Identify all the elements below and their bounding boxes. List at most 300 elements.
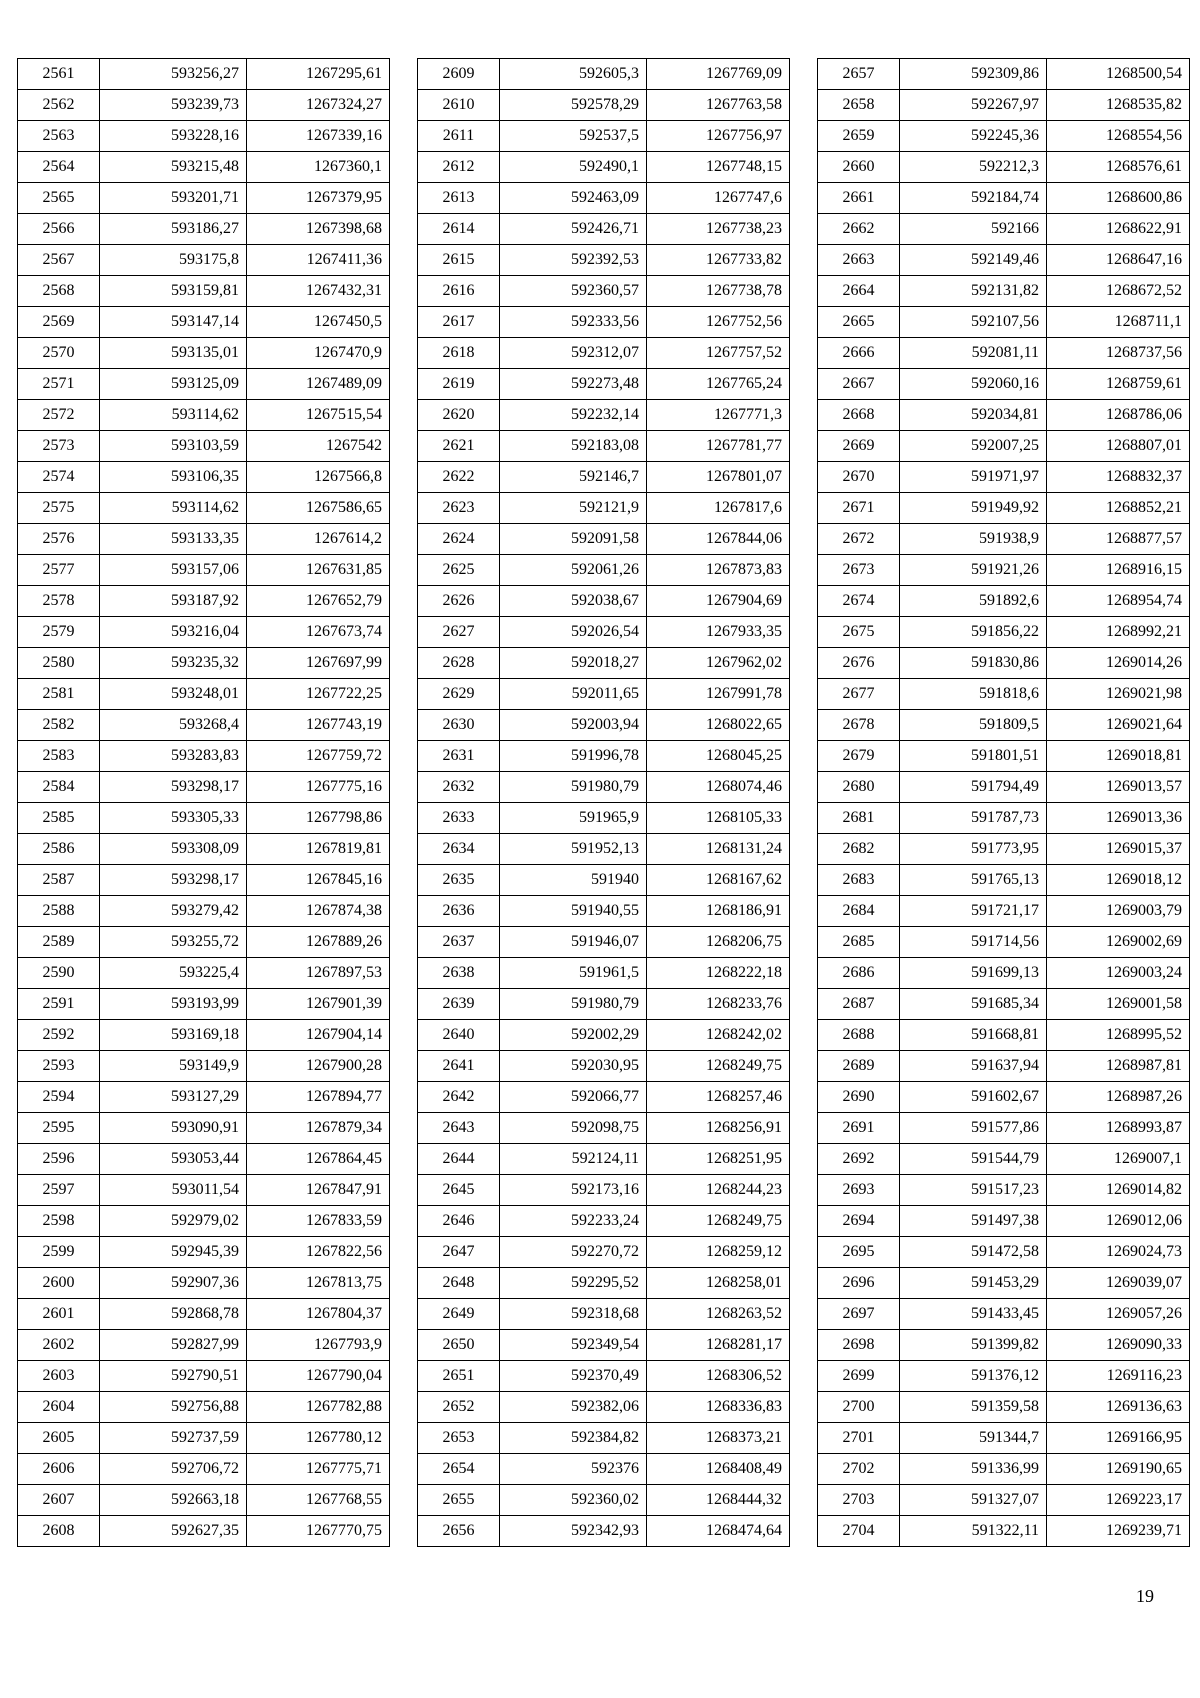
x-coordinate-cell: 591921,26 (900, 555, 1047, 586)
x-coordinate-cell: 593216,04 (100, 617, 247, 648)
point-number-cell: 2586 (18, 834, 100, 865)
x-coordinate-cell: 592426,71 (500, 214, 647, 245)
y-coordinate-cell: 1268535,82 (1047, 90, 1190, 121)
x-coordinate-cell: 592003,94 (500, 710, 647, 741)
point-number-cell: 2622 (418, 462, 500, 493)
x-coordinate-cell: 591938,9 (900, 524, 1047, 555)
table-row (418, 865, 790, 896)
point-number-cell: 2606 (18, 1454, 100, 1485)
y-coordinate-cell: 1267747,6 (647, 183, 790, 214)
x-coordinate-cell: 592038,67 (500, 586, 647, 617)
table-row (818, 369, 1190, 400)
x-coordinate-cell: 591971,97 (900, 462, 1047, 493)
x-coordinate-cell: 591453,29 (900, 1268, 1047, 1299)
y-coordinate-cell: 1267614,2 (247, 524, 390, 555)
x-coordinate-cell: 593106,35 (100, 462, 247, 493)
point-number-cell: 2676 (818, 648, 900, 679)
y-coordinate-cell: 1267733,82 (647, 245, 790, 276)
x-coordinate-cell: 593149,9 (100, 1051, 247, 1082)
x-coordinate-cell: 592011,65 (500, 679, 647, 710)
y-coordinate-cell: 1269013,57 (1047, 772, 1190, 803)
y-coordinate-cell: 1267489,09 (247, 369, 390, 400)
y-coordinate-cell: 1268257,46 (647, 1082, 790, 1113)
y-coordinate-cell: 1268336,83 (647, 1392, 790, 1423)
table-row (818, 1206, 1190, 1237)
x-coordinate-cell: 592060,16 (900, 369, 1047, 400)
y-coordinate-cell: 1269001,58 (1047, 989, 1190, 1020)
table-row (818, 679, 1190, 710)
y-coordinate-cell: 1267769,09 (647, 59, 790, 90)
y-coordinate-cell: 1268022,65 (647, 710, 790, 741)
x-coordinate-cell: 591668,81 (900, 1020, 1047, 1051)
y-coordinate-cell: 1268186,91 (647, 896, 790, 927)
point-number-cell: 2580 (18, 648, 100, 679)
point-number-cell: 2611 (418, 121, 500, 152)
table-row (818, 896, 1190, 927)
point-number-cell: 2704 (818, 1516, 900, 1547)
x-coordinate-cell: 592018,27 (500, 648, 647, 679)
table-row (418, 989, 790, 1020)
point-number-cell: 2669 (818, 431, 900, 462)
x-coordinate-cell: 592245,36 (900, 121, 1047, 152)
table-row (818, 245, 1190, 276)
y-coordinate-cell: 1268672,52 (1047, 276, 1190, 307)
x-coordinate-cell: 591940,55 (500, 896, 647, 927)
point-number-cell: 2601 (18, 1299, 100, 1330)
point-number-cell: 2562 (18, 90, 100, 121)
x-coordinate-cell: 592030,95 (500, 1051, 647, 1082)
y-coordinate-cell: 1267722,25 (247, 679, 390, 710)
y-coordinate-cell: 1267738,23 (647, 214, 790, 245)
table-row (18, 369, 390, 400)
table-row (818, 1268, 1190, 1299)
table-row (418, 1113, 790, 1144)
table-row (818, 741, 1190, 772)
table-row (818, 617, 1190, 648)
y-coordinate-cell: 1268786,06 (1047, 400, 1190, 431)
x-coordinate-cell: 592270,72 (500, 1237, 647, 1268)
point-number-cell: 2699 (818, 1361, 900, 1392)
point-number-cell: 2691 (818, 1113, 900, 1144)
point-number-cell: 2577 (18, 555, 100, 586)
point-number-cell: 2693 (818, 1175, 900, 1206)
x-coordinate-cell: 592026,54 (500, 617, 647, 648)
y-coordinate-cell: 1267897,53 (247, 958, 390, 989)
table-row (418, 276, 790, 307)
table-row (18, 152, 390, 183)
table-row (818, 1144, 1190, 1175)
x-coordinate-cell: 592295,52 (500, 1268, 647, 1299)
x-coordinate-cell: 592267,97 (900, 90, 1047, 121)
x-coordinate-cell: 592146,7 (500, 462, 647, 493)
point-number-cell: 2596 (18, 1144, 100, 1175)
y-coordinate-cell: 1267801,07 (647, 462, 790, 493)
table-row (18, 1082, 390, 1113)
table-row (418, 1237, 790, 1268)
point-number-cell: 2673 (818, 555, 900, 586)
point-number-cell: 2697 (818, 1299, 900, 1330)
point-number-cell: 2641 (418, 1051, 500, 1082)
x-coordinate-cell: 593186,27 (100, 214, 247, 245)
x-coordinate-cell: 592605,3 (500, 59, 647, 90)
point-number-cell: 2615 (418, 245, 500, 276)
point-number-cell: 2659 (818, 121, 900, 152)
x-coordinate-cell: 593256,27 (100, 59, 247, 90)
table-row (418, 679, 790, 710)
x-coordinate-cell: 592131,82 (900, 276, 1047, 307)
y-coordinate-cell: 1268444,32 (647, 1485, 790, 1516)
x-coordinate-cell: 592490,1 (500, 152, 647, 183)
y-coordinate-cell: 1267738,78 (647, 276, 790, 307)
x-coordinate-cell: 593103,59 (100, 431, 247, 462)
y-coordinate-cell: 1268373,21 (647, 1423, 790, 1454)
y-coordinate-cell: 1268249,75 (647, 1206, 790, 1237)
point-number-cell: 2647 (418, 1237, 500, 1268)
x-coordinate-cell: 592790,51 (100, 1361, 247, 1392)
x-coordinate-cell: 592066,77 (500, 1082, 647, 1113)
point-number-cell: 2655 (418, 1485, 500, 1516)
x-coordinate-cell: 592463,09 (500, 183, 647, 214)
x-coordinate-cell: 592107,56 (900, 307, 1047, 338)
point-number-cell: 2582 (18, 710, 100, 741)
point-number-cell: 2640 (418, 1020, 500, 1051)
x-coordinate-cell: 591961,5 (500, 958, 647, 989)
point-number-cell: 2675 (818, 617, 900, 648)
y-coordinate-cell: 1268222,18 (647, 958, 790, 989)
x-coordinate-cell: 593169,18 (100, 1020, 247, 1051)
y-coordinate-cell: 1267771,3 (647, 400, 790, 431)
y-coordinate-cell: 1267775,16 (247, 772, 390, 803)
y-coordinate-cell: 1267673,74 (247, 617, 390, 648)
table-row (18, 214, 390, 245)
point-number-cell: 2660 (818, 152, 900, 183)
x-coordinate-cell: 591497,38 (900, 1206, 1047, 1237)
table-row (418, 1516, 790, 1547)
y-coordinate-cell: 1269090,33 (1047, 1330, 1190, 1361)
table-row (818, 462, 1190, 493)
point-number-cell: 2687 (818, 989, 900, 1020)
table-row (18, 648, 390, 679)
table-row (18, 896, 390, 927)
x-coordinate-cell: 592349,54 (500, 1330, 647, 1361)
y-coordinate-cell: 1269014,82 (1047, 1175, 1190, 1206)
point-number-cell: 2703 (818, 1485, 900, 1516)
x-coordinate-cell: 592034,81 (900, 400, 1047, 431)
x-coordinate-cell: 593228,16 (100, 121, 247, 152)
point-number-cell: 2621 (418, 431, 500, 462)
y-coordinate-cell: 1268233,76 (647, 989, 790, 1020)
y-coordinate-cell: 1268242,02 (647, 1020, 790, 1051)
point-number-cell: 2694 (818, 1206, 900, 1237)
point-number-cell: 2599 (18, 1237, 100, 1268)
point-number-cell: 2696 (818, 1268, 900, 1299)
x-coordinate-cell: 592121,9 (500, 493, 647, 524)
y-coordinate-cell: 1268306,52 (647, 1361, 790, 1392)
table-row (818, 803, 1190, 834)
table-row (418, 1299, 790, 1330)
point-number-cell: 2627 (418, 617, 500, 648)
x-coordinate-cell: 591721,17 (900, 896, 1047, 927)
point-number-cell: 2588 (18, 896, 100, 927)
table-row (18, 462, 390, 493)
table-row (18, 1454, 390, 1485)
x-coordinate-cell: 593225,4 (100, 958, 247, 989)
x-coordinate-cell: 593053,44 (100, 1144, 247, 1175)
table-row (818, 1299, 1190, 1330)
x-coordinate-cell: 591327,07 (900, 1485, 1047, 1516)
table-row (818, 1082, 1190, 1113)
table-row (18, 307, 390, 338)
y-coordinate-cell: 1268995,52 (1047, 1020, 1190, 1051)
x-coordinate-cell: 593239,73 (100, 90, 247, 121)
table-row (418, 1423, 790, 1454)
point-number-cell: 2609 (418, 59, 500, 90)
point-number-cell: 2645 (418, 1175, 500, 1206)
point-number-cell: 2592 (18, 1020, 100, 1051)
point-number-cell: 2664 (818, 276, 900, 307)
point-number-cell: 2658 (818, 90, 900, 121)
x-coordinate-cell: 593159,81 (100, 276, 247, 307)
point-number-cell: 2642 (418, 1082, 500, 1113)
point-number-cell: 2578 (18, 586, 100, 617)
point-number-cell: 2685 (818, 927, 900, 958)
point-number-cell: 2573 (18, 431, 100, 462)
table-row (818, 1237, 1190, 1268)
y-coordinate-cell: 1267743,19 (247, 710, 390, 741)
table-row (418, 586, 790, 617)
y-coordinate-cell: 1267379,95 (247, 183, 390, 214)
table-row (418, 834, 790, 865)
point-number-cell: 2617 (418, 307, 500, 338)
y-coordinate-cell: 1268167,62 (647, 865, 790, 896)
y-coordinate-cell: 1268244,23 (647, 1175, 790, 1206)
x-coordinate-cell: 592627,35 (100, 1516, 247, 1547)
table-row (418, 338, 790, 369)
table-row (818, 648, 1190, 679)
y-coordinate-cell: 1268877,57 (1047, 524, 1190, 555)
x-coordinate-cell: 593268,4 (100, 710, 247, 741)
table-row (418, 741, 790, 772)
y-coordinate-cell: 1269012,06 (1047, 1206, 1190, 1237)
point-number-cell: 2589 (18, 927, 100, 958)
point-number-cell: 2680 (818, 772, 900, 803)
point-number-cell: 2600 (18, 1268, 100, 1299)
y-coordinate-cell: 1268131,24 (647, 834, 790, 865)
table-row (18, 1361, 390, 1392)
point-number-cell: 2568 (18, 276, 100, 307)
table-row (418, 152, 790, 183)
point-number-cell: 2638 (418, 958, 500, 989)
point-number-cell: 2657 (818, 59, 900, 90)
x-coordinate-cell: 592663,18 (100, 1485, 247, 1516)
y-coordinate-cell: 1269003,24 (1047, 958, 1190, 989)
x-coordinate-cell: 592212,3 (900, 152, 1047, 183)
table-row (818, 834, 1190, 865)
point-number-cell: 2603 (18, 1361, 100, 1392)
table-row (18, 958, 390, 989)
x-coordinate-cell: 592979,02 (100, 1206, 247, 1237)
point-number-cell: 2630 (418, 710, 500, 741)
y-coordinate-cell: 1267780,12 (247, 1423, 390, 1454)
x-coordinate-cell: 593090,91 (100, 1113, 247, 1144)
x-coordinate-cell: 591322,11 (900, 1516, 1047, 1547)
point-number-cell: 2569 (18, 307, 100, 338)
table-row (818, 1020, 1190, 1051)
y-coordinate-cell: 1268408,49 (647, 1454, 790, 1485)
table-row (818, 1361, 1190, 1392)
y-coordinate-cell: 1267752,56 (647, 307, 790, 338)
x-coordinate-cell: 592183,08 (500, 431, 647, 462)
y-coordinate-cell: 1267756,97 (647, 121, 790, 152)
y-coordinate-cell: 1267757,52 (647, 338, 790, 369)
table-row (418, 958, 790, 989)
point-number-cell: 2585 (18, 803, 100, 834)
y-coordinate-cell: 1267470,9 (247, 338, 390, 369)
page-number: 19 (1136, 1586, 1154, 1606)
y-coordinate-cell: 1268045,25 (647, 741, 790, 772)
y-coordinate-cell: 1268852,21 (1047, 493, 1190, 524)
point-number-cell: 2695 (818, 1237, 900, 1268)
point-number-cell: 2681 (818, 803, 900, 834)
x-coordinate-cell: 592002,29 (500, 1020, 647, 1051)
x-coordinate-cell: 591965,9 (500, 803, 647, 834)
y-coordinate-cell: 1268647,16 (1047, 245, 1190, 276)
point-number-cell: 2650 (418, 1330, 500, 1361)
x-coordinate-cell: 591940 (500, 865, 647, 896)
y-coordinate-cell: 1268500,54 (1047, 59, 1190, 90)
table-row (418, 524, 790, 555)
x-coordinate-cell: 591794,49 (900, 772, 1047, 803)
y-coordinate-cell: 1267515,54 (247, 400, 390, 431)
table-row (818, 710, 1190, 741)
x-coordinate-cell: 592382,06 (500, 1392, 647, 1423)
y-coordinate-cell: 1267775,71 (247, 1454, 390, 1485)
x-coordinate-cell: 593305,33 (100, 803, 247, 834)
y-coordinate-cell: 1267844,06 (647, 524, 790, 555)
x-coordinate-cell: 592360,02 (500, 1485, 647, 1516)
table-row (18, 431, 390, 462)
point-number-cell: 2566 (18, 214, 100, 245)
coordinates-table-2 (417, 58, 790, 1547)
point-number-cell: 2576 (18, 524, 100, 555)
x-coordinate-cell: 592124,11 (500, 1144, 647, 1175)
point-number-cell: 2597 (18, 1175, 100, 1206)
y-coordinate-cell: 1267889,26 (247, 927, 390, 958)
y-coordinate-cell: 1268281,17 (647, 1330, 790, 1361)
y-coordinate-cell: 1269190,65 (1047, 1454, 1190, 1485)
x-coordinate-cell: 592166 (900, 214, 1047, 245)
x-coordinate-cell: 592827,99 (100, 1330, 247, 1361)
x-coordinate-cell: 591818,6 (900, 679, 1047, 710)
y-coordinate-cell: 1267768,55 (247, 1485, 390, 1516)
y-coordinate-cell: 1268074,46 (647, 772, 790, 803)
table-row (18, 1175, 390, 1206)
point-number-cell: 2688 (818, 1020, 900, 1051)
point-number-cell: 2671 (818, 493, 900, 524)
table-row (818, 338, 1190, 369)
point-number-cell: 2616 (418, 276, 500, 307)
point-number-cell: 2663 (818, 245, 900, 276)
x-coordinate-cell: 592578,29 (500, 90, 647, 121)
x-coordinate-cell: 591996,78 (500, 741, 647, 772)
x-coordinate-cell: 593235,32 (100, 648, 247, 679)
y-coordinate-cell: 1267697,99 (247, 648, 390, 679)
x-coordinate-cell: 591602,67 (900, 1082, 1047, 1113)
x-coordinate-cell: 593298,17 (100, 772, 247, 803)
point-number-cell: 2625 (418, 555, 500, 586)
x-coordinate-cell: 591399,82 (900, 1330, 1047, 1361)
table-row (18, 121, 390, 152)
x-coordinate-cell: 592907,36 (100, 1268, 247, 1299)
y-coordinate-cell: 1268554,56 (1047, 121, 1190, 152)
point-number-cell: 2700 (818, 1392, 900, 1423)
table-row (418, 183, 790, 214)
y-coordinate-cell: 1267864,45 (247, 1144, 390, 1175)
y-coordinate-cell: 1269239,71 (1047, 1516, 1190, 1547)
point-number-cell: 2613 (418, 183, 500, 214)
table-row (818, 1516, 1190, 1547)
x-coordinate-cell: 591359,58 (900, 1392, 1047, 1423)
table-row (418, 896, 790, 927)
table-row (18, 1268, 390, 1299)
table-row (418, 245, 790, 276)
y-coordinate-cell: 1267566,8 (247, 462, 390, 493)
x-coordinate-cell: 591376,12 (900, 1361, 1047, 1392)
y-coordinate-cell: 1268576,61 (1047, 152, 1190, 183)
coordinates-table-1 (17, 58, 390, 1547)
x-coordinate-cell: 591472,58 (900, 1237, 1047, 1268)
x-coordinate-cell: 592273,48 (500, 369, 647, 400)
y-coordinate-cell: 1269024,73 (1047, 1237, 1190, 1268)
table-row (18, 1206, 390, 1237)
table-row (18, 555, 390, 586)
x-coordinate-cell: 592537,5 (500, 121, 647, 152)
table-row (818, 59, 1190, 90)
table-row (418, 1268, 790, 1299)
point-number-cell: 2593 (18, 1051, 100, 1082)
y-coordinate-cell: 1267904,14 (247, 1020, 390, 1051)
point-number-cell: 2639 (418, 989, 500, 1020)
y-coordinate-cell: 1269166,95 (1047, 1423, 1190, 1454)
table-row (18, 927, 390, 958)
table-row (418, 555, 790, 586)
x-coordinate-cell: 591830,86 (900, 648, 1047, 679)
table-row (418, 1392, 790, 1423)
point-number-cell: 2610 (418, 90, 500, 121)
point-number-cell: 2666 (818, 338, 900, 369)
point-number-cell: 2637 (418, 927, 500, 958)
point-number-cell: 2575 (18, 493, 100, 524)
y-coordinate-cell: 1267819,81 (247, 834, 390, 865)
table-row (418, 400, 790, 431)
table-row (418, 648, 790, 679)
x-coordinate-cell: 593248,01 (100, 679, 247, 710)
table-row (418, 1175, 790, 1206)
point-number-cell: 2579 (18, 617, 100, 648)
table-row (418, 431, 790, 462)
y-coordinate-cell: 1268474,64 (647, 1516, 790, 1547)
y-coordinate-cell: 1267295,61 (247, 59, 390, 90)
x-coordinate-cell: 593011,54 (100, 1175, 247, 1206)
y-coordinate-cell: 1267793,9 (247, 1330, 390, 1361)
y-coordinate-cell: 1267798,86 (247, 803, 390, 834)
table-row (818, 431, 1190, 462)
table-row (418, 369, 790, 400)
point-number-cell: 2652 (418, 1392, 500, 1423)
x-coordinate-cell: 591544,79 (900, 1144, 1047, 1175)
y-coordinate-cell: 1268987,26 (1047, 1082, 1190, 1113)
y-coordinate-cell: 1269015,37 (1047, 834, 1190, 865)
